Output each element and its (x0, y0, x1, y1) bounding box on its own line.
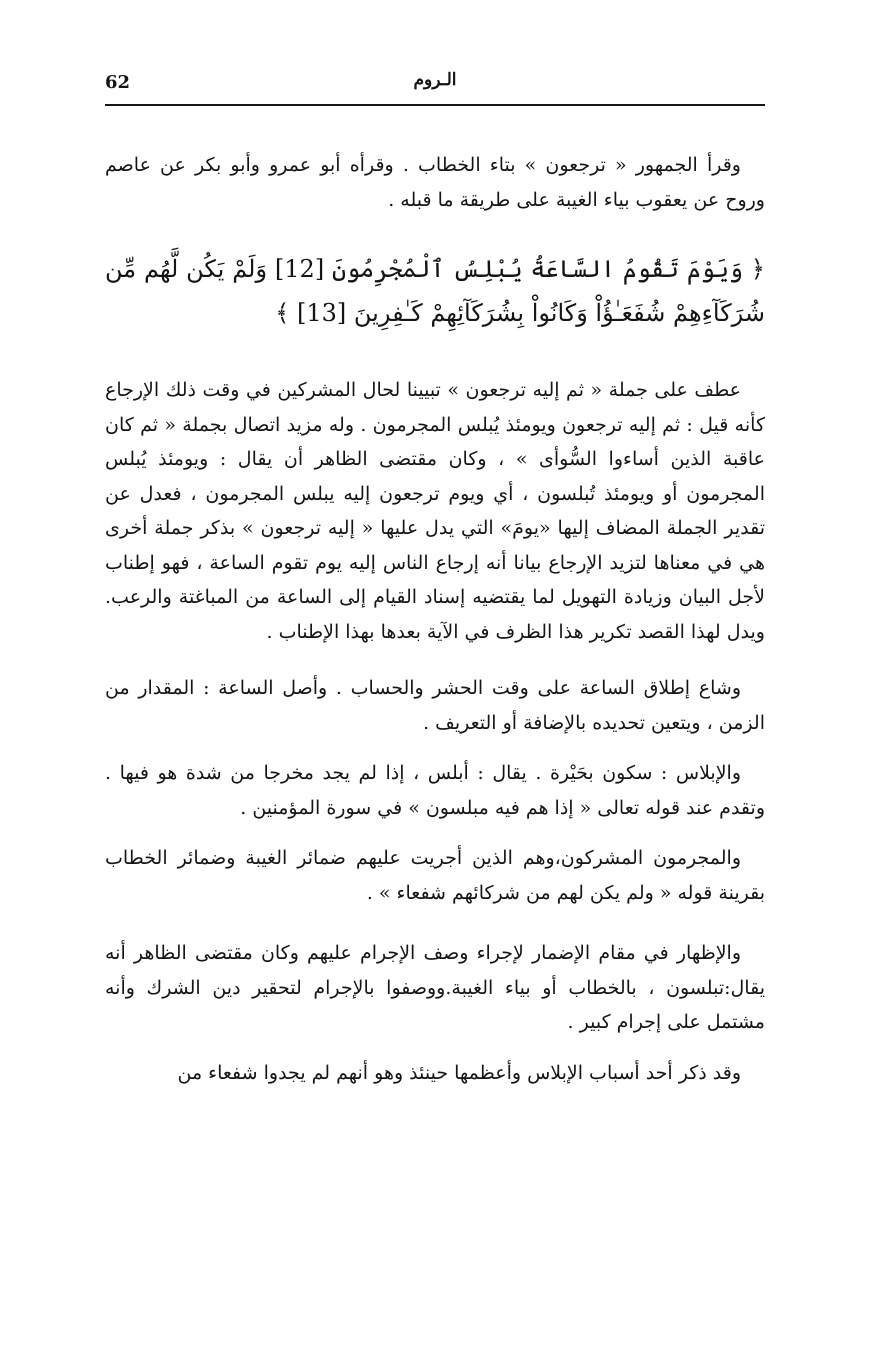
paragraph-mujrimun: والمجرمون المشركون،وهم الذين أجريت عليهم ضمائر الغيبة وضمائر الخطاب بقرينة قوله « ولم يكن لهم من شركائهم شفعاء » . (105, 847, 765, 904)
paragraph-iblas: والإبلاس : سكون بحَيْرة . يقال : أبلس ، إذا لم يجد مخرجا من شدة هو فيها . وتقدم عند قوله تعالى « إذا هم فيه مبلسون » في سورة المؤمنين . (105, 762, 765, 819)
page-header (105, 66, 765, 102)
paragraph-saah: وشاع إطلاق الساعة على وقت الحشر والحساب . وأصل الساعة : المقدار من الزمن ، ويتعين تحديده بالإضافة أو التعريف . (105, 677, 765, 734)
page-number: 62 (105, 72, 131, 93)
paragraph-tafsir: عطف على جملة « ثم إليه ترجعون » تبيينا لحال المشركين في وقت ذلك الإرجاع كأنه قيل : ثم إليه ترجعون ويومئذ يُبلس المجرمون . وله مزيد اتصال بجملة « ثم كان عاقبة الذين أساءوا السُّوأى » ، وكان مقتضى الظاهر أن يقال : ويومئذ يُبلس المجرمون أو ويومئذ تُبلسون ، أي ويوم ترجعون إليه يبلس المجرمون ، فعدل عن تقدير الجملة المضاف إليها «يومَ» التي يدل عليها « إليه ترجعون » بذكر جملة أخرى هي في معناها لتزيد الإرجاع بيانا أنه إرجاع الناس إليه يوم تقوم الساعة ، فهو إطناب لأجل البيان وزيادة التهويل لما يقتضيه إسناد القيام إلى الساعة من المباغتة والرعب. ويدل لهذا القصد تكرير هذا الظرف في الآية بعدها بهذا الإطناب . (105, 379, 765, 643)
quran-verse: ﴿ وَيَوْمَ تَقُومُ السَّاعَةُ يُبْلِسُ ٱلْمُجْرِمُونَ [12] وَلَمْ يَكُن لَّهُم مِّن شُرَكَآءِهِمْ شُفَعَـٰؤُاْ وَكَانُواْ بِشُرَكَآئِهِمْ كَـٰفِرِينَ [13] ﴾ (105, 255, 765, 327)
paragraph-asbab: وقد ذكر أحد أسباب الإبلاس وأعظمها حينئذ وهو أنهم لم يجدوا شفعاء من (177, 1061, 741, 1084)
paragraph-reading: وقرأ الجمهور « ترجعون » بتاء الخطاب . وقرأه أبو عمرو وأبو بكر عن عاصم وروح عن يعقوب بياء الغيبة على طريقة ما قبله . (105, 154, 765, 211)
header-rule (105, 104, 765, 106)
paragraph-izhar: والإظهار في مقام الإضمار لإجراء وصف الإجرام عليهم وكان مقتضى الظاهر أنه يقال:تبلسون ، بالخطاب أو بياء الغيبة.ووصفوا بالإجرام لتحقير دين الشرك وأنه مشتمل على إجرام كبير . (105, 942, 765, 1033)
page-body (105, 148, 765, 1090)
surah-title: الـروم (413, 70, 457, 90)
